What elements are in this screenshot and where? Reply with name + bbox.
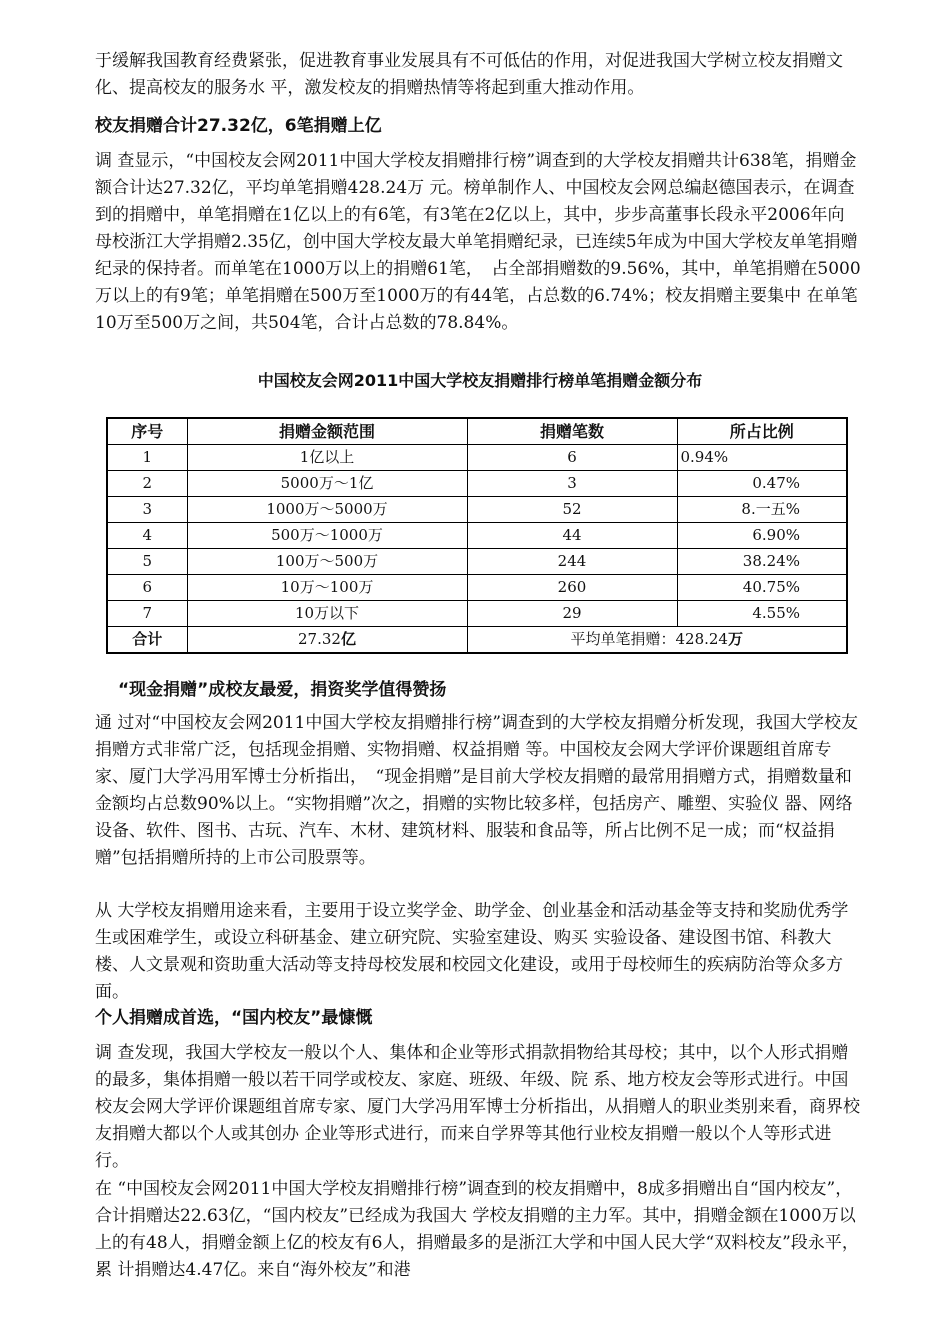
paragraph-intro: 于缓解我国教育经费紧张，促进教育事业发展具有不可低估的作用，对促进我国大学树立校友捐赠文化、提高校友的服务水 平，激发校友的捐赠热情等将起到重大推动作用。: [95, 51, 843, 98]
cell-index: 7: [107, 601, 187, 627]
donation-distribution-table: [106, 417, 848, 654]
table-row: [107, 523, 847, 549]
cell-range: 1亿以上: [187, 445, 467, 471]
cell-index: 5: [107, 549, 187, 575]
cell-count: 29: [467, 601, 677, 627]
table-row: [107, 601, 847, 627]
cell-range: 1000万～5000万: [187, 497, 467, 523]
cell-count: 260: [467, 575, 677, 601]
total-amount-value: 27.32: [298, 630, 341, 648]
cell-count: 52: [467, 497, 677, 523]
table-row: [107, 549, 847, 575]
cell-index: 4: [107, 523, 187, 549]
cell-range: 100万～500万: [187, 549, 467, 575]
cell-percentage: 8.一五%: [677, 497, 847, 523]
cell-percentage: 6.90%: [677, 523, 847, 549]
table-header-row: [107, 418, 847, 445]
cell-count: 44: [467, 523, 677, 549]
total-amount-unit: 亿: [340, 630, 356, 648]
paragraph-donor-types: 调 查发现，我国大学校友一般以个人、集体和企业等形式捐款捐物给其母校；其中，以个人形式捐赠的最多，集体捐赠一般以若干同学或校友、家庭、班级、年级、院 系、地方校友会等形式进行。中国校友会网大学评价课题组首席专家、厦门大学冯用军博士分析指出，从捐赠人的职业类别来看，商界校友捐赠大都以个人或其创办 企业等形式进行，而来自学界等其他行业校友捐赠一般以个人等形式进行。: [95, 1043, 860, 1171]
cell-index: 6: [107, 575, 187, 601]
cell-total-amount: [187, 627, 467, 654]
cell-index: 3: [107, 497, 187, 523]
average-value: 平均单笔捐赠：428.24: [570, 630, 728, 648]
heading-individual-donations: 个人捐赠成首选，“国内校友”最慷慨: [95, 1008, 373, 1028]
cell-percentage: 40.75%: [677, 575, 847, 601]
cell-count: 6: [467, 445, 677, 471]
header-amount-range: 捐赠金额范围: [187, 418, 467, 445]
paragraph-domestic-alumni: 在 “中国校友会网2011中国大学校友捐赠排行榜”调查到的校友捐赠中，8成多捐赠出自“国内校友”，合计捐赠达22.63亿，“国内校友”已经成为我国大 学校友捐赠的主力军。其中，捐赠金额在1000万以上的有48人，捐赠金额上亿的校友有6人，捐赠最多的是浙江大学和中国人民大学“双料校友”段永平，累 计捐赠达4.47亿。来自“海外校友”和港: [95, 1179, 859, 1280]
heading-total-donations: 校友捐赠合计27.32亿，6笔捐赠上亿: [95, 116, 382, 136]
cell-percentage: 4.55%: [677, 601, 847, 627]
header-count: 捐赠笔数: [467, 418, 677, 445]
table-row: [107, 471, 847, 497]
cell-range: 10万～100万: [187, 575, 467, 601]
cell-percentage: 0.94%: [677, 445, 847, 471]
paragraph-donation-methods: 通 过对“中国校友会网2011中国大学校友捐赠排行榜”调查到的大学校友捐赠分析发现，我国大学校友捐赠方式非常广泛，包括现金捐赠、实物捐赠、权益捐赠 等。中国校友会网大学评价课题组首席专家、厦门大学冯用军博士分析指出， “现金捐赠”是目前大学校友捐赠的最常用捐赠方式，捐赠数量和金额均占总数90%以上。“实物捐赠”次之，捐赠的实物比较多样，包括房产、雕塑、实验仪 器、网络设备、软件、图书、古玩、汽车、木材、建筑材料、服装和食品等，所占比例不足一成；而“权益捐赠”包括捐赠所持的上市公司股票等。: [95, 713, 859, 868]
cell-index: 2: [107, 471, 187, 497]
cell-average: [467, 627, 847, 654]
paragraph-survey-results: 调 查显示，“中国校友会网2011中国大学校友捐赠排行榜”调查到的大学校友捐赠共计638笔，捐赠金额合计达27.32亿，平均单笔捐赠428.24万 元。榜单制作人、中国校友会网总编赵德国表示，在调查到的捐赠中，单笔捐赠在1亿以上的有6笔，有3笔在2亿以上，其中，步步高董事长段永平2006年向 母校浙江大学捐赠2.35亿，创中国大学校友最大单笔捐赠纪录，已连续5年成为中国大学校友单笔捐赠纪录的保持者。而单笔在1000万以上的捐赠61笔， 占全部捐赠数的9.56%，其中，单笔捐赠在5000万以上的有9笔；单笔捐赠在500万至1000万的有44笔，占总数的6.74%；校友捐赠主要集中 在单笔10万至500万之间，共504笔，合计占总数的78.84%。: [95, 151, 861, 333]
cell-count: 3: [467, 471, 677, 497]
header-percentage: 所占比例: [677, 418, 847, 445]
table-row: [107, 575, 847, 601]
cell-index: 1: [107, 445, 187, 471]
table-total-row: [107, 627, 847, 654]
average-unit: 万: [727, 630, 743, 648]
table-row: [107, 445, 847, 471]
cell-percentage: 0.47%: [677, 471, 847, 497]
table-title: 中国校友会网2011中国大学校友捐赠排行榜单笔捐赠金额分布: [257, 371, 703, 390]
cell-range: 5000万～1亿: [187, 471, 467, 497]
cell-range: 10万以下: [187, 601, 467, 627]
paragraph-donation-uses: 从 大学校友捐赠用途来看，主要用于设立奖学金、助学金、创业基金和活动基金等支持和奖励优秀学生或困难学生，或设立科研基金、建立研究院、实验室建设、购买 实验设备、建设图书馆、科教大楼、人文景观和资助重大活动等支持母校发展和校园文化建设，或用于母校师生的疾病防治等众多方面。: [95, 901, 849, 1002]
cell-total-label: 合计: [107, 627, 187, 654]
table-row: [107, 497, 847, 523]
cell-percentage: 38.24%: [677, 549, 847, 575]
heading-cash-donations: “现金捐赠”成校友最爱，捐资奖学值得赞扬: [118, 680, 447, 700]
header-index: 序号: [107, 418, 187, 445]
cell-range: 500万～1000万: [187, 523, 467, 549]
cell-count: 244: [467, 549, 677, 575]
